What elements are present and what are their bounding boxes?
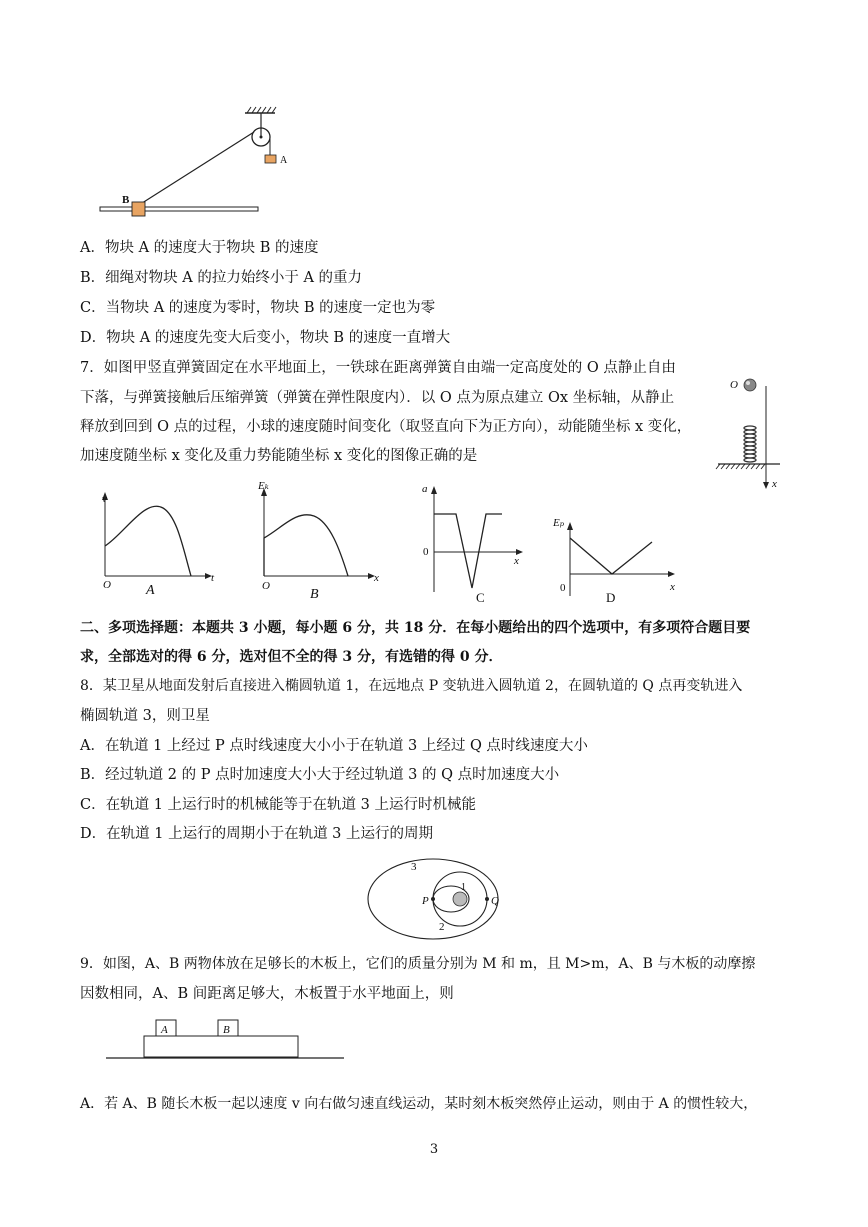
q9-line-2: 因数相同，A、B 间距离足够大，木板置于水平地面上，则 [80, 986, 454, 1002]
q7-line-4: 加速度随坐标 x 变化及重力势能随坐标 x 变化的图像正确的是 [80, 448, 478, 464]
graph-c-name: C [476, 590, 485, 605]
graph-c-xlabel: x [514, 555, 519, 567]
spring-o-label: O [730, 379, 738, 391]
q8-option-d: D．在轨道 1 上运行的周期小于在轨道 3 上运行的周期 [80, 826, 434, 842]
q8-option-b: B．经过轨道 2 的 P 点时加速度大小大于经过轨道 3 的 Q 点时加速度大小 [80, 767, 560, 783]
graph-d-xlabel: x [670, 581, 675, 593]
graph-c-curve [434, 514, 502, 588]
block-a-label: A [280, 155, 288, 166]
q8-option-a: A．在轨道 1 上经过 P 点时线速度大小小于在轨道 3 上经过 Q 点时线速度大小 [80, 738, 588, 754]
pulley-figure [95, 105, 288, 223]
graph-d-name: D [606, 590, 616, 605]
graph-c [418, 480, 530, 604]
section2-line-2: 求，全部选对的得 6 分，选对但不全的得 3 分，有选错的得 0 分． [80, 649, 503, 665]
board-figure [100, 1015, 350, 1065]
rope [139, 132, 254, 205]
graph-c-origin: 0 [423, 546, 429, 558]
spring-x-label: x [772, 478, 777, 490]
q6-option-d: D．物块 A 的速度先变大后变小，物块 B 的速度一直增大 [80, 330, 451, 346]
orbit-2-label: 2 [439, 921, 445, 933]
block-a-q9-label: A [161, 1024, 168, 1036]
q9-line-1: 9．如图，A、B 两物体放在足够长的木板上，它们的质量分别为 M 和 m，且 M>m，A、B 与木板的动摩擦 [80, 956, 756, 972]
block-b-q9-label: B [223, 1024, 230, 1036]
graph-b-curve [264, 515, 348, 576]
wooden-board [144, 1036, 298, 1057]
block-a [265, 155, 276, 163]
earth [453, 892, 467, 906]
graph-d-curve [570, 538, 652, 574]
block-b [132, 202, 145, 216]
orbit-3-label: 3 [411, 861, 417, 873]
x-axis-arrow [763, 482, 769, 489]
q7-line-1: 7．如图甲竖直弹簧固定在水平地面上，一铁球在距离弹簧自由端一定高度处的 O 点静止自由 [80, 360, 676, 376]
q6-option-b: B．细绳对物块 A 的拉力始终小于 A 的重力 [80, 270, 363, 286]
orbit-p-label: P [422, 895, 429, 907]
q9-option-a: A．若 A、B 随长木板一起以速度 v 向右做匀速直线运动，某时刻木板突然停止运动，则由于 A 的惯性较大， [80, 1096, 758, 1112]
orbit-figure [355, 852, 525, 942]
q6-option-a: A．物块 A 的速度大于物块 B 的速度 [80, 240, 319, 256]
graph-b-ylabel: Eₖ [258, 480, 269, 492]
block-b-label: B [122, 194, 130, 206]
q8-option-c: C．在轨道 1 上运行时的机械能等于在轨道 3 上运行时机械能 [80, 797, 476, 813]
spring-figure [710, 372, 790, 492]
q8-line-1: 8．某卫星从地面发射后直接进入椭圆轨道 1，在远地点 P 变轨进入圆轨道 2，在圆轨道的 Q 点再变轨进入 [80, 678, 743, 694]
graph-b-origin: O [262, 580, 270, 592]
iron-ball [744, 379, 756, 391]
graph-b-name: B [310, 587, 319, 602]
orbit-1-label: 1 [461, 882, 466, 893]
graph-d-ylabel: Eₚ [553, 517, 565, 529]
orbit-q-label: Q [491, 895, 499, 907]
section2-line-1: 二、多项选择题：本题共 3 小题，每小题 6 分，共 18 分．在每小题给出的四个选项中，有多项符合题目要 [80, 620, 751, 636]
rod [100, 207, 258, 211]
graph-b [252, 480, 387, 602]
graph-a-xlabel: t [211, 572, 215, 584]
graph-a-curve [105, 506, 191, 576]
spring-coil [744, 426, 756, 462]
q6-option-c: C．当物块 A 的速度为零时，物块 B 的速度一定也为零 [80, 300, 436, 316]
graph-a-ylabel: v [102, 493, 107, 505]
graph-a-name: A [146, 583, 155, 598]
graph-c-ylabel: a [422, 483, 428, 495]
graph-d-origin: 0 [560, 582, 566, 594]
page-number: 3 [429, 1142, 439, 1157]
graph-d [548, 510, 683, 606]
q8-line-2: 椭圆轨道 3，则卫星 [80, 708, 210, 724]
graph-b-xlabel: x [374, 572, 379, 584]
q7-line-3: 释放到回到 O 点的过程，小球的速度随时间变化（取竖直向下为正方向），动能随坐标 x 变化， [80, 419, 692, 435]
graph-a-origin: O [103, 579, 111, 591]
graph-a [95, 488, 225, 600]
q7-line-2: 下落，与弹簧接触后压缩弹簧（弹簧在弹性限度内）．以 O 点为原点建立 Ox 坐标轴，从静止 [80, 390, 675, 406]
